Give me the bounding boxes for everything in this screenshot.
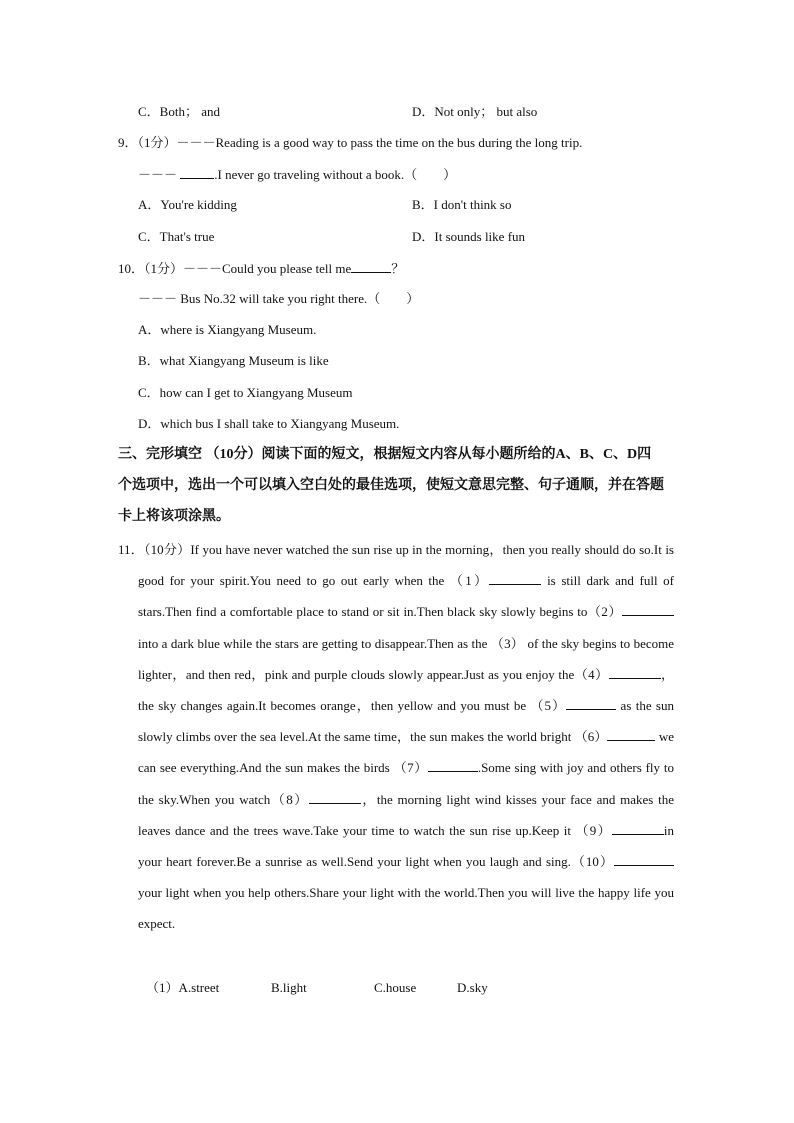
- q11-text-4: as the sun slowly climbs over the sea level.At the same time，the sun makes the world bright （6）: [138, 698, 674, 745]
- answer1-option-a: （1）A.street: [146, 980, 220, 995]
- q11-text-1: is still dark and full of stars.Then find a comfortable place to stand or sit in.Then black sky slowly begins to（2）: [138, 573, 674, 620]
- q11-text-2: into a dark blue while the stars are getting to disappear.Then as the （3） of the sky begins to become lighter，and then red，pink and purple clouds slowly appear.Just as you enjoy the（4）: [138, 635, 674, 682]
- q9-stem: 9．（1分）－－－Reading is a good way to pass the time on the bus during the long trip.: [118, 135, 583, 150]
- q10-blank: [351, 260, 391, 273]
- q9-option-a: A．You're kidding: [138, 197, 237, 212]
- q9-option-c: C．That's true: [138, 229, 215, 244]
- blank-6: [607, 728, 655, 741]
- q10-option-d: D．which bus I shall take to Xiangyang Museum.: [138, 416, 400, 431]
- blank-2: [622, 603, 674, 616]
- q11-text-9: your light when you help others.Share your light with the world.Then you will live the happy life you expect.: [138, 885, 674, 932]
- q9-reply-dash: －－－: [138, 167, 181, 182]
- blank-8: [309, 791, 361, 804]
- q9-reply: [138, 166, 456, 183]
- q10-stem: [118, 260, 404, 277]
- q8-option-d: D．Not only； but also: [412, 104, 538, 119]
- section3-heading-line1: 三、完形填空 （10分）阅读下面的短文，根据短文内容从每小题所给的A、B、C、D四: [118, 447, 652, 462]
- blank-7: [428, 759, 478, 772]
- q9-option-d: D．It sounds like fun: [412, 229, 526, 244]
- q9-reply-text: .I never go traveling without a book.（ ）: [214, 167, 457, 182]
- q9-option-b: B．I don't think so: [412, 197, 512, 212]
- blank-4: [609, 666, 661, 679]
- q11-passage: [118, 534, 674, 940]
- q10-option-c: C．how can I get to Xiangyang Museum: [138, 385, 353, 400]
- q10-option-b: B．what Xiangyang Museum is like: [138, 353, 329, 368]
- answer1-option-c: C.house: [374, 980, 417, 995]
- section3-heading-line3: 卡上将该项涂黑。: [118, 509, 230, 524]
- q9-blank: [180, 166, 214, 179]
- q11-head: 11．（10分）If you have never watched the sun rise up in the morning，then you really should do so.It is good for your spirit.You need to go out early when the （1）: [118, 542, 674, 589]
- q10-stem-text: 10．（1分）－－－Could you please tell me: [118, 261, 352, 276]
- q11-text-5: we can see everything.And the sun makes the birds （7）: [138, 729, 674, 776]
- blank-1: [489, 572, 541, 585]
- blank-10: [614, 853, 674, 866]
- blank-5: [566, 697, 616, 710]
- blank-9: [612, 822, 664, 835]
- answer1-option-b: B.light: [271, 980, 307, 995]
- q10-stem-mark: ？: [391, 261, 405, 276]
- q11-text-7: ，the morning light wind kisses your face and makes the leaves dance and the trees wave.Take your time to watch the sun rise up.Keep it （9）: [138, 791, 674, 838]
- answer1-option-d: D.sky: [457, 980, 488, 995]
- q10-reply: －－－ Bus No.32 will take you right there.（ ）: [138, 291, 420, 306]
- q10-option-a: A．where is Xiangyang Museum.: [138, 322, 317, 337]
- q8-option-c: C．Both； and: [138, 104, 220, 119]
- q11-text-8: in your heart forever.Be a sunrise as well.Send your light when you laugh and sing.（10）: [138, 822, 674, 870]
- q11-text-6: .Some sing with joy and others fly to the sky.When you watch（8）: [138, 760, 674, 807]
- q11-text-3: ，the sky changes again.It becomes orange，then yellow and you must be （5）: [138, 666, 674, 714]
- section3-heading-line2: 个选项中，选出一个可以填入空白处的最佳选项，使短文意思完整、句子通顺，并在答题: [118, 478, 664, 493]
